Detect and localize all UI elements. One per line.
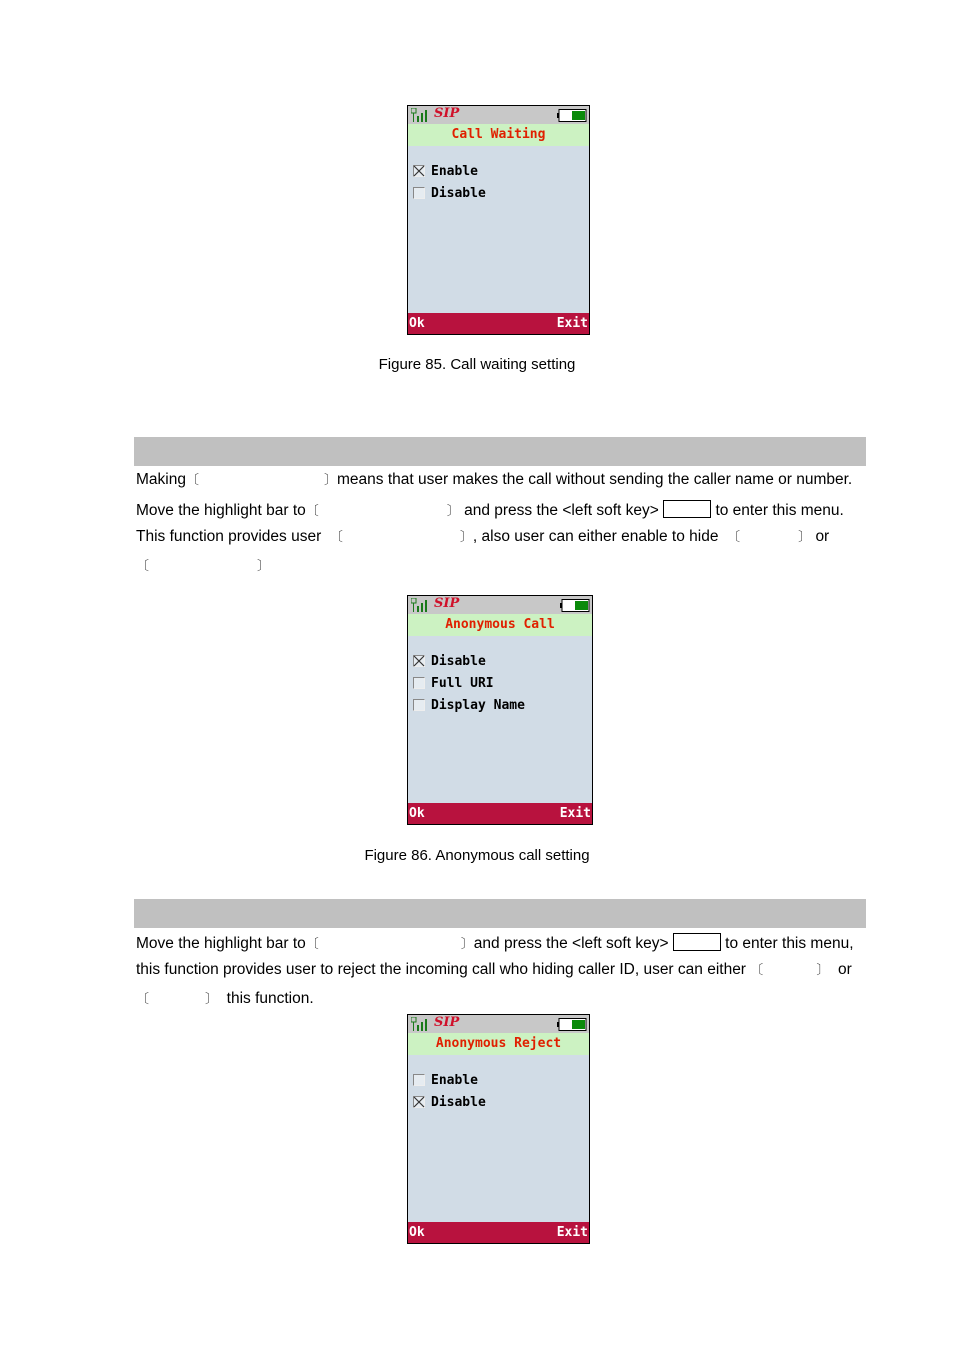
open-bracket: 〔	[136, 992, 150, 1007]
paragraph-line	[136, 961, 852, 980]
signal-strength-icon	[411, 108, 431, 122]
open-bracket: 〔	[185, 473, 199, 488]
open-bracket: 〔	[305, 504, 319, 519]
close-bracket: 〕	[446, 504, 460, 519]
option-display-name[interactable]	[408, 695, 592, 717]
checkbox-empty-icon[interactable]	[413, 699, 425, 711]
text: Move the highlight bar to	[136, 935, 306, 952]
exit-softkey[interactable]: Exit	[556, 316, 588, 331]
softkey-bar	[408, 803, 592, 824]
option-label: Full URI	[431, 676, 494, 691]
battery-icon	[557, 109, 587, 122]
option-full-uri[interactable]	[408, 673, 592, 695]
figure-86-caption: Figure 86. Anonymous call setting	[364, 847, 590, 864]
option-disable[interactable]	[408, 651, 592, 673]
open-bracket: 〔	[305, 937, 319, 952]
section-heading-bar-anonymous-call	[134, 437, 866, 466]
open-bracket: 〔	[136, 559, 150, 574]
open-bracket: 〔	[727, 530, 741, 545]
text: to enter this menu.	[715, 502, 844, 519]
checkbox-empty-icon[interactable]	[413, 677, 425, 689]
battery-icon	[560, 599, 590, 612]
phone-screen-anonymous-call	[407, 595, 593, 825]
text: and press the <left soft key>	[473, 935, 669, 952]
screen-title: Anonymous Reject	[408, 1033, 589, 1055]
screen-title: Call Waiting	[408, 124, 589, 146]
checkbox-empty-icon[interactable]	[413, 1074, 425, 1086]
checkbox-empty-icon[interactable]	[413, 187, 425, 199]
phone-screen-call-waiting	[407, 105, 590, 335]
open-bracket: 〔	[750, 963, 764, 978]
option-label: Display Name	[431, 698, 525, 713]
close-bracket: 〕	[816, 963, 830, 978]
close-bracket: 〕	[257, 559, 271, 574]
option-label: Disable	[431, 1095, 486, 1110]
checkbox-checked-icon[interactable]	[413, 655, 425, 667]
key-box	[663, 500, 711, 518]
text: and press the <left soft key>	[464, 502, 659, 519]
text: or	[837, 961, 852, 978]
text: this function.	[226, 990, 314, 1007]
option-list	[408, 161, 589, 205]
option-enable[interactable]	[408, 161, 589, 183]
ok-softkey[interactable]: Ok	[409, 316, 425, 331]
exit-softkey[interactable]: Exit	[559, 806, 591, 821]
figure-85-caption: Figure 85. Call waiting setting	[378, 356, 576, 373]
signal-strength-icon	[411, 598, 431, 612]
exit-softkey[interactable]: Exit	[556, 1225, 588, 1240]
status-bar	[408, 1015, 589, 1033]
checkbox-checked-icon[interactable]	[413, 165, 425, 177]
option-list	[408, 651, 592, 717]
phone-screen-anonymous-reject	[407, 1014, 590, 1244]
paragraph-line	[136, 990, 314, 1009]
screen-title: Anonymous Call	[408, 614, 592, 636]
option-label: Disable	[431, 654, 486, 669]
text: or	[815, 528, 830, 545]
paragraph-line	[136, 528, 829, 547]
text: to enter this menu,	[725, 935, 854, 952]
paragraph-line	[136, 933, 854, 954]
ok-softkey[interactable]: Ok	[409, 806, 425, 821]
option-disable[interactable]	[408, 183, 589, 205]
open-bracket: 〔	[329, 530, 343, 545]
close-bracket: 〕	[460, 937, 474, 952]
softkey-bar	[408, 313, 589, 334]
sip-logo: SIP	[434, 106, 460, 121]
close-bracket: 〕	[798, 530, 812, 545]
checkbox-checked-icon[interactable]	[413, 1096, 425, 1108]
text: This function provides user	[136, 528, 322, 545]
text: , also user can either enable to hide	[472, 528, 719, 545]
option-label: Disable	[431, 186, 486, 201]
option-label: Enable	[431, 1073, 478, 1088]
option-disable[interactable]	[408, 1092, 589, 1114]
text: Move the highlight bar to	[136, 502, 306, 519]
paragraph-line	[136, 500, 844, 521]
status-bar	[408, 106, 589, 124]
close-bracket: 〕	[459, 530, 473, 545]
option-enable[interactable]	[408, 1070, 589, 1092]
sip-logo: SIP	[434, 1015, 460, 1030]
paragraph-line	[136, 557, 270, 576]
ok-softkey[interactable]: Ok	[409, 1225, 425, 1240]
paragraph-line	[136, 471, 852, 490]
status-bar	[408, 596, 592, 614]
text: means that user makes the call without sending the caller name or number.	[337, 471, 853, 488]
key-box	[673, 933, 721, 951]
sip-logo: SIP	[434, 596, 460, 611]
text: Making	[136, 471, 186, 488]
option-label: Enable	[431, 164, 478, 179]
option-list	[408, 1070, 589, 1114]
text: this function provides user to reject the incoming call who hiding caller ID, user can either	[136, 961, 746, 978]
battery-icon	[557, 1018, 587, 1031]
section-heading-bar-anonymous-reject	[134, 899, 866, 928]
softkey-bar	[408, 1222, 589, 1243]
close-bracket: 〕	[205, 992, 219, 1007]
signal-strength-icon	[411, 1017, 431, 1031]
close-bracket: 〕	[323, 473, 337, 488]
